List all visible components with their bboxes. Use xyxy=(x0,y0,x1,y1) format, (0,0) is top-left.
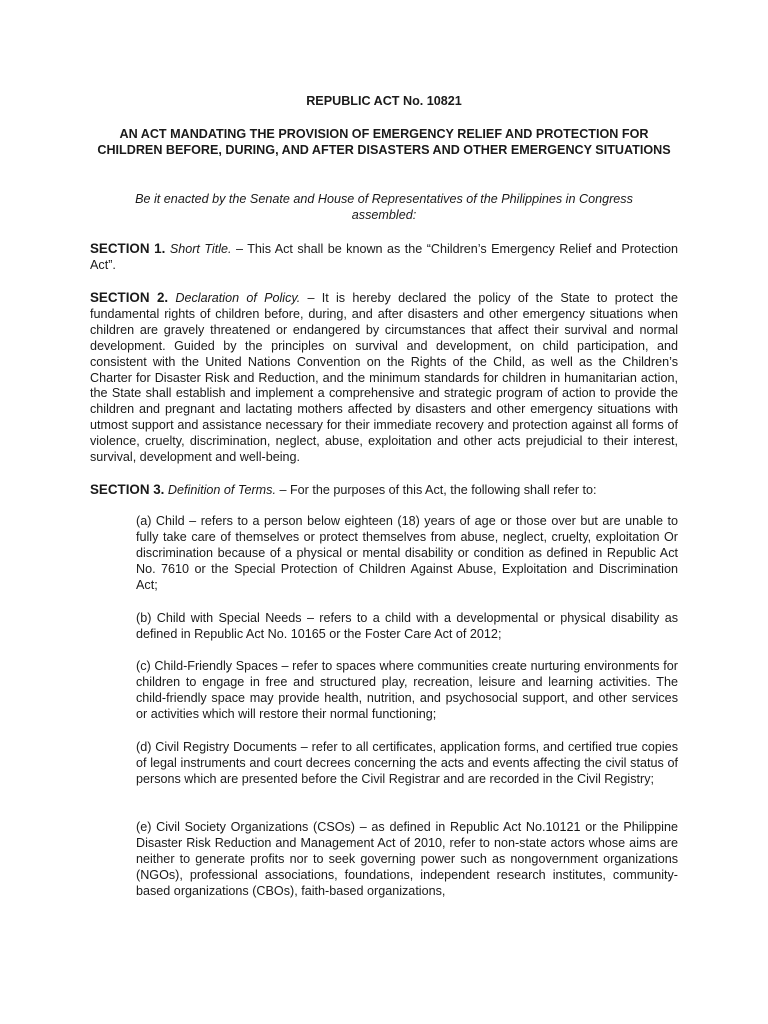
section-title: Declaration of Policy. xyxy=(175,291,301,305)
section-body: – For the purposes of this Act, the following shall refer to: xyxy=(275,483,597,497)
act-long-title: AN ACT MANDATING THE PROVISION OF EMERGENCY RELIEF AND PROTECTION FOR CHILDREN BEFORE, DURING, AND AFTER DISASTERS AND OTHER EMERGENCY SITUATIONS xyxy=(97,127,671,157)
section-heading: SECTION 2. xyxy=(90,290,169,305)
definition-item-civil-registry-documents: (d) Civil Registry Documents – refer to all certificates, application forms, and certified true copies of legal instruments and court decrees concerning the acts and events affecting the civil status of persons which are presented before the Civil Registrar and are recorded in the Civil Registry; xyxy=(136,740,678,786)
section-heading: SECTION 3. xyxy=(90,482,165,497)
definition-item-child-special-needs: (b) Child with Special Needs – refers to a child with a developmental or physical disability as defined in Republic Act No. 10165 or the Foster Care Act of 2012; xyxy=(136,611,678,641)
section-3 xyxy=(90,482,678,499)
definition-item-child-friendly-spaces: (c) Child-Friendly Spaces – refer to spaces where communities create nurturing environments for children to engage in free and structured play, recreation, leisure and learning activities. The child-friendly space may provide health, nutrition, and psychosocial support, and other services or activities which will restore their normal functioning; xyxy=(136,659,678,721)
section-title: Definition of Terms. xyxy=(167,483,276,497)
section-body: – It is hereby declared the policy of the State to protect the fundamental rights of children before, during, and after disasters and other emergency situations when children are gravely threatened or endangered by circumstances that affect their survival and normal development. Guided by the principles on survival and development, on child participation, and consistent with the United Nations Convention on the Rights of the Child, as well as the Children’s Charter for Disaster Risk and Reduction, and the minimum standards for children in humanitarian action, the State shall establish and implement a comprehensive and strategic program of action to provide the children and pregnant and lactating mothers affected by disasters and other emergency situations with utmost support and assistance necessary for their immediate recovery and protection against all forms of violence, cruelty, discrimination, neglect, abuse, exploitation and other acts prejudicial to their interest, survival, development and well-being. xyxy=(90,291,678,465)
enacting-clause: Be it enacted by the Senate and House of Representatives of the Philippines in Congress assembled: xyxy=(135,192,633,222)
definition-item-civil-society-organizations: (e) Civil Society Organizations (CSOs) – as defined in Republic Act No.10121 or the Philippine Disaster Risk Reduction and Management Act of 2010, refer to non-state actors whose aims are neither to generate profits nor to seek governing power such as nongovernment organizations (NGOs), professional associations, foundations, independent research institutes, community-based organizations (CBOs), faith-based organizations, xyxy=(136,820,678,898)
section-body: – This Act shall be known as the “Children’s Emergency Relief and Protection Act”. xyxy=(90,242,679,272)
act-number-title: REPUBLIC ACT No. 10821 xyxy=(306,94,462,108)
section-2 xyxy=(90,290,678,466)
definition-item-child: (a) Child – refers to a person below eighteen (18) years of age or those over but are unable to fully take care of themselves or protect themselves from abuse, neglect, cruelty, exploitation Or discrimination because of a physical or mental disability or condition as defined in Republic Act No. 7610 or the Special Protection of Children Against Abuse, Exploitation and Discrimination Act; xyxy=(136,514,678,592)
section-1 xyxy=(90,241,678,274)
section-heading: SECTION 1. xyxy=(90,241,166,256)
section-title: Short Title. xyxy=(169,242,232,256)
